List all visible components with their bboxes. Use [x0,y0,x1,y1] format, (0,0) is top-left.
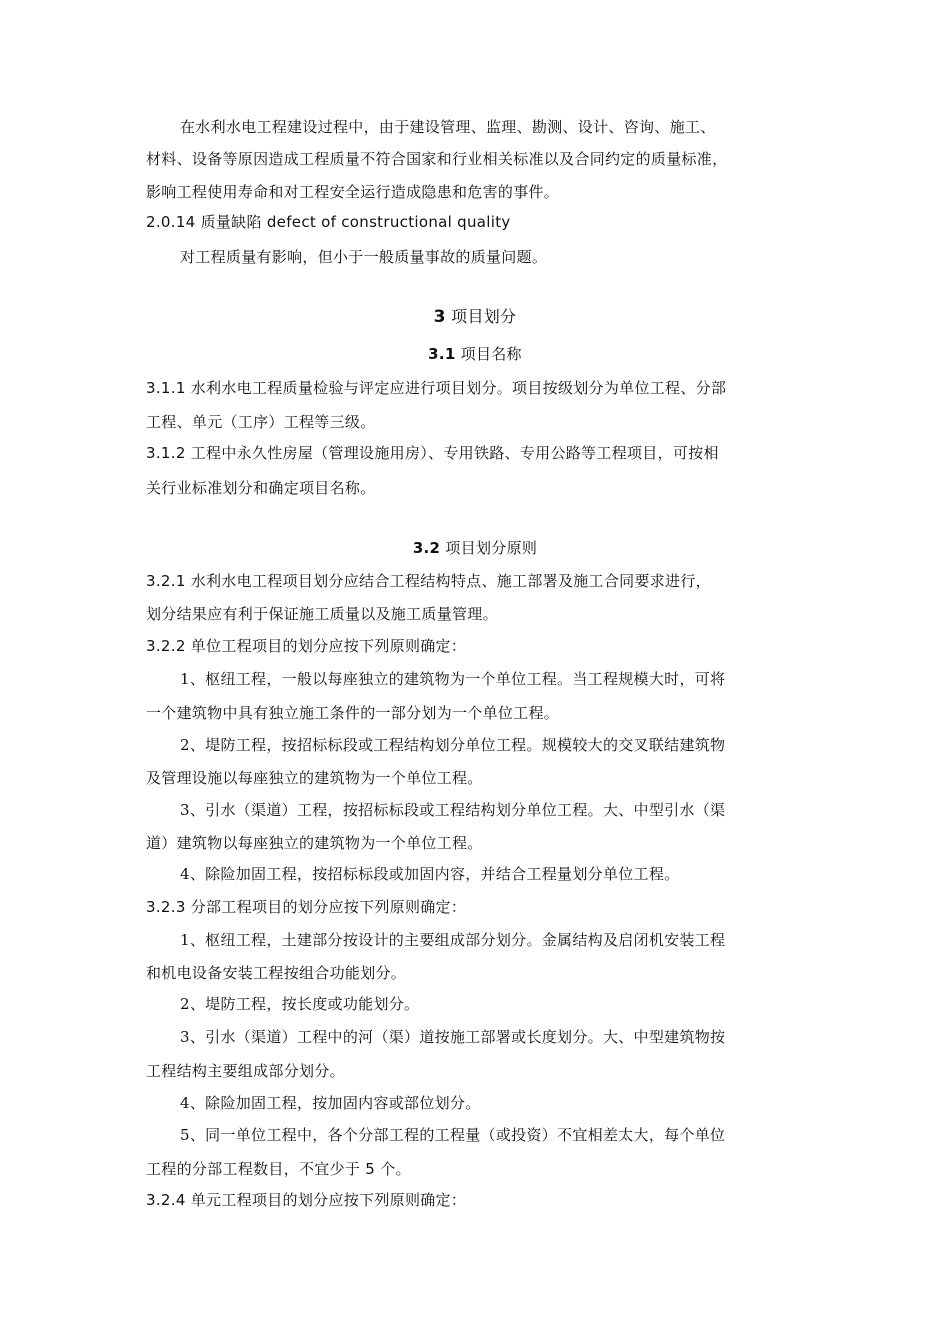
paragraph-line: 对工程质量有影响，但小于一般质量事故的质量问题。 [180,248,548,266]
list-item: 3、引水（渠道）工程，按招标标段或工程结构划分单位工程。大、中型引水（渠 [180,801,726,819]
list-item: 5、同一单位工程中，各个分部工程的工程量（或投资）不宜相差太大，每个单位 [180,1126,726,1144]
paragraph-line: 在水利水电工程建设过程中，由于建设管理、监理、勘测、设计、咨询、施工、 [180,118,716,136]
list-item: 2、堤防工程，按长度或功能划分。 [180,995,420,1013]
line-number: 5 [360,1160,381,1178]
section-number: 3.2 [412,539,441,557]
list-item: 1、枢纽工程，土建部分按设计的主要组成部分划分。金属结构及启闭机安装工程 [180,931,726,949]
clause-number: 3.2.1 [146,572,186,590]
line-text: 工程的分部工程数目，不宜少于 [146,1160,361,1178]
list-item: 2、堤防工程，按招标标段或工程结构划分单位工程。规模较大的交叉联结建筑物 [180,736,726,754]
paragraph-line: 及管理设施以每座独立的建筑物为一个单位工程。 [146,769,483,787]
clause-3-2-3 [146,897,466,917]
chapter-heading [0,307,950,327]
list-item: 4、除险加固工程，按加固内容或部位划分。 [180,1094,481,1112]
clause-number: 2.0.14 [146,213,196,231]
paragraph-line: 和机电设备安装工程按组合功能划分。 [146,964,407,982]
list-item: 4、除险加固工程，按招标标段或加固内容，并结合工程量划分单位工程。 [180,865,680,883]
clause-3-2-2 [146,636,466,656]
term-english: defect of constructional quality [266,213,511,231]
section-number: 3.1 [428,345,456,363]
clause-3-1-2 [146,443,719,463]
clause-3-2-4 [146,1190,466,1210]
clause-text: 单位工程项目的划分应按下列原则确定： [185,637,467,655]
paragraph-line: 划分结果应有利于保证施工质量以及施工质量管理。 [146,605,498,623]
clause-3-1-1 [146,378,726,398]
clause-text: 单元工程项目的划分应按下列原则确定： [185,1191,467,1209]
clause-number: 3.2.4 [146,1191,186,1209]
section-heading [0,344,950,364]
term-name: 质量缺陷 [195,213,267,231]
paragraph-line: 工程、单元（工序）工程等三级。 [146,413,376,431]
clause-number: 3.2.2 [146,637,186,655]
paragraph-line: 材料、设备等原因造成工程质量不符合国家和行业相关标准以及合同约定的质量标准， [146,150,728,168]
clause-3-2-1 [146,571,711,591]
section-title: 项目名称 [455,345,522,363]
section-heading [0,538,950,558]
clause-text: 水利水电工程质量检验与评定应进行项目划分。项目按级划分为单位工程、分部 [185,379,727,397]
clause-text: 水利水电工程项目划分应结合工程结构特点、施工部署及施工合同要求进行， [185,572,711,590]
clause-text: 工程中永久性房屋（管理设施用房）、专用铁路、专用公路等工程项目，可按相 [185,444,719,462]
chapter-title: 项目划分 [445,307,517,326]
paragraph-line: 关行业标准划分和确定项目名称。 [146,479,376,497]
list-item: 1、枢纽工程，一般以每座独立的建筑物为一个单位工程。当工程规模大时，可将 [180,670,726,688]
section-title: 项目划分原则 [440,539,538,557]
paragraph-line: 一个建筑物中具有独立施工条件的一部分划为一个单位工程。 [146,704,560,722]
paragraph-line: 道）建筑物以每座独立的建筑物为一个单位工程。 [146,834,483,852]
clause-2-0-14 [146,212,511,232]
paragraph-line [146,1159,411,1179]
list-item: 3、引水（渠道）工程中的河（渠）道按施工部署或长度划分。大、中型建筑物按 [180,1028,726,1046]
clause-text: 分部工程项目的划分应按下列原则确定： [185,898,467,916]
chapter-number: 3 [433,307,446,327]
paragraph-line: 影响工程使用寿命和对工程安全运行造成隐患和危害的事件。 [146,183,560,201]
line-text: 个。 [380,1160,411,1178]
clause-number: 3.2.3 [146,898,186,916]
paragraph-line: 工程结构主要组成部分划分。 [146,1062,345,1080]
clause-number: 3.1.1 [146,379,186,397]
clause-number: 3.1.2 [146,444,186,462]
